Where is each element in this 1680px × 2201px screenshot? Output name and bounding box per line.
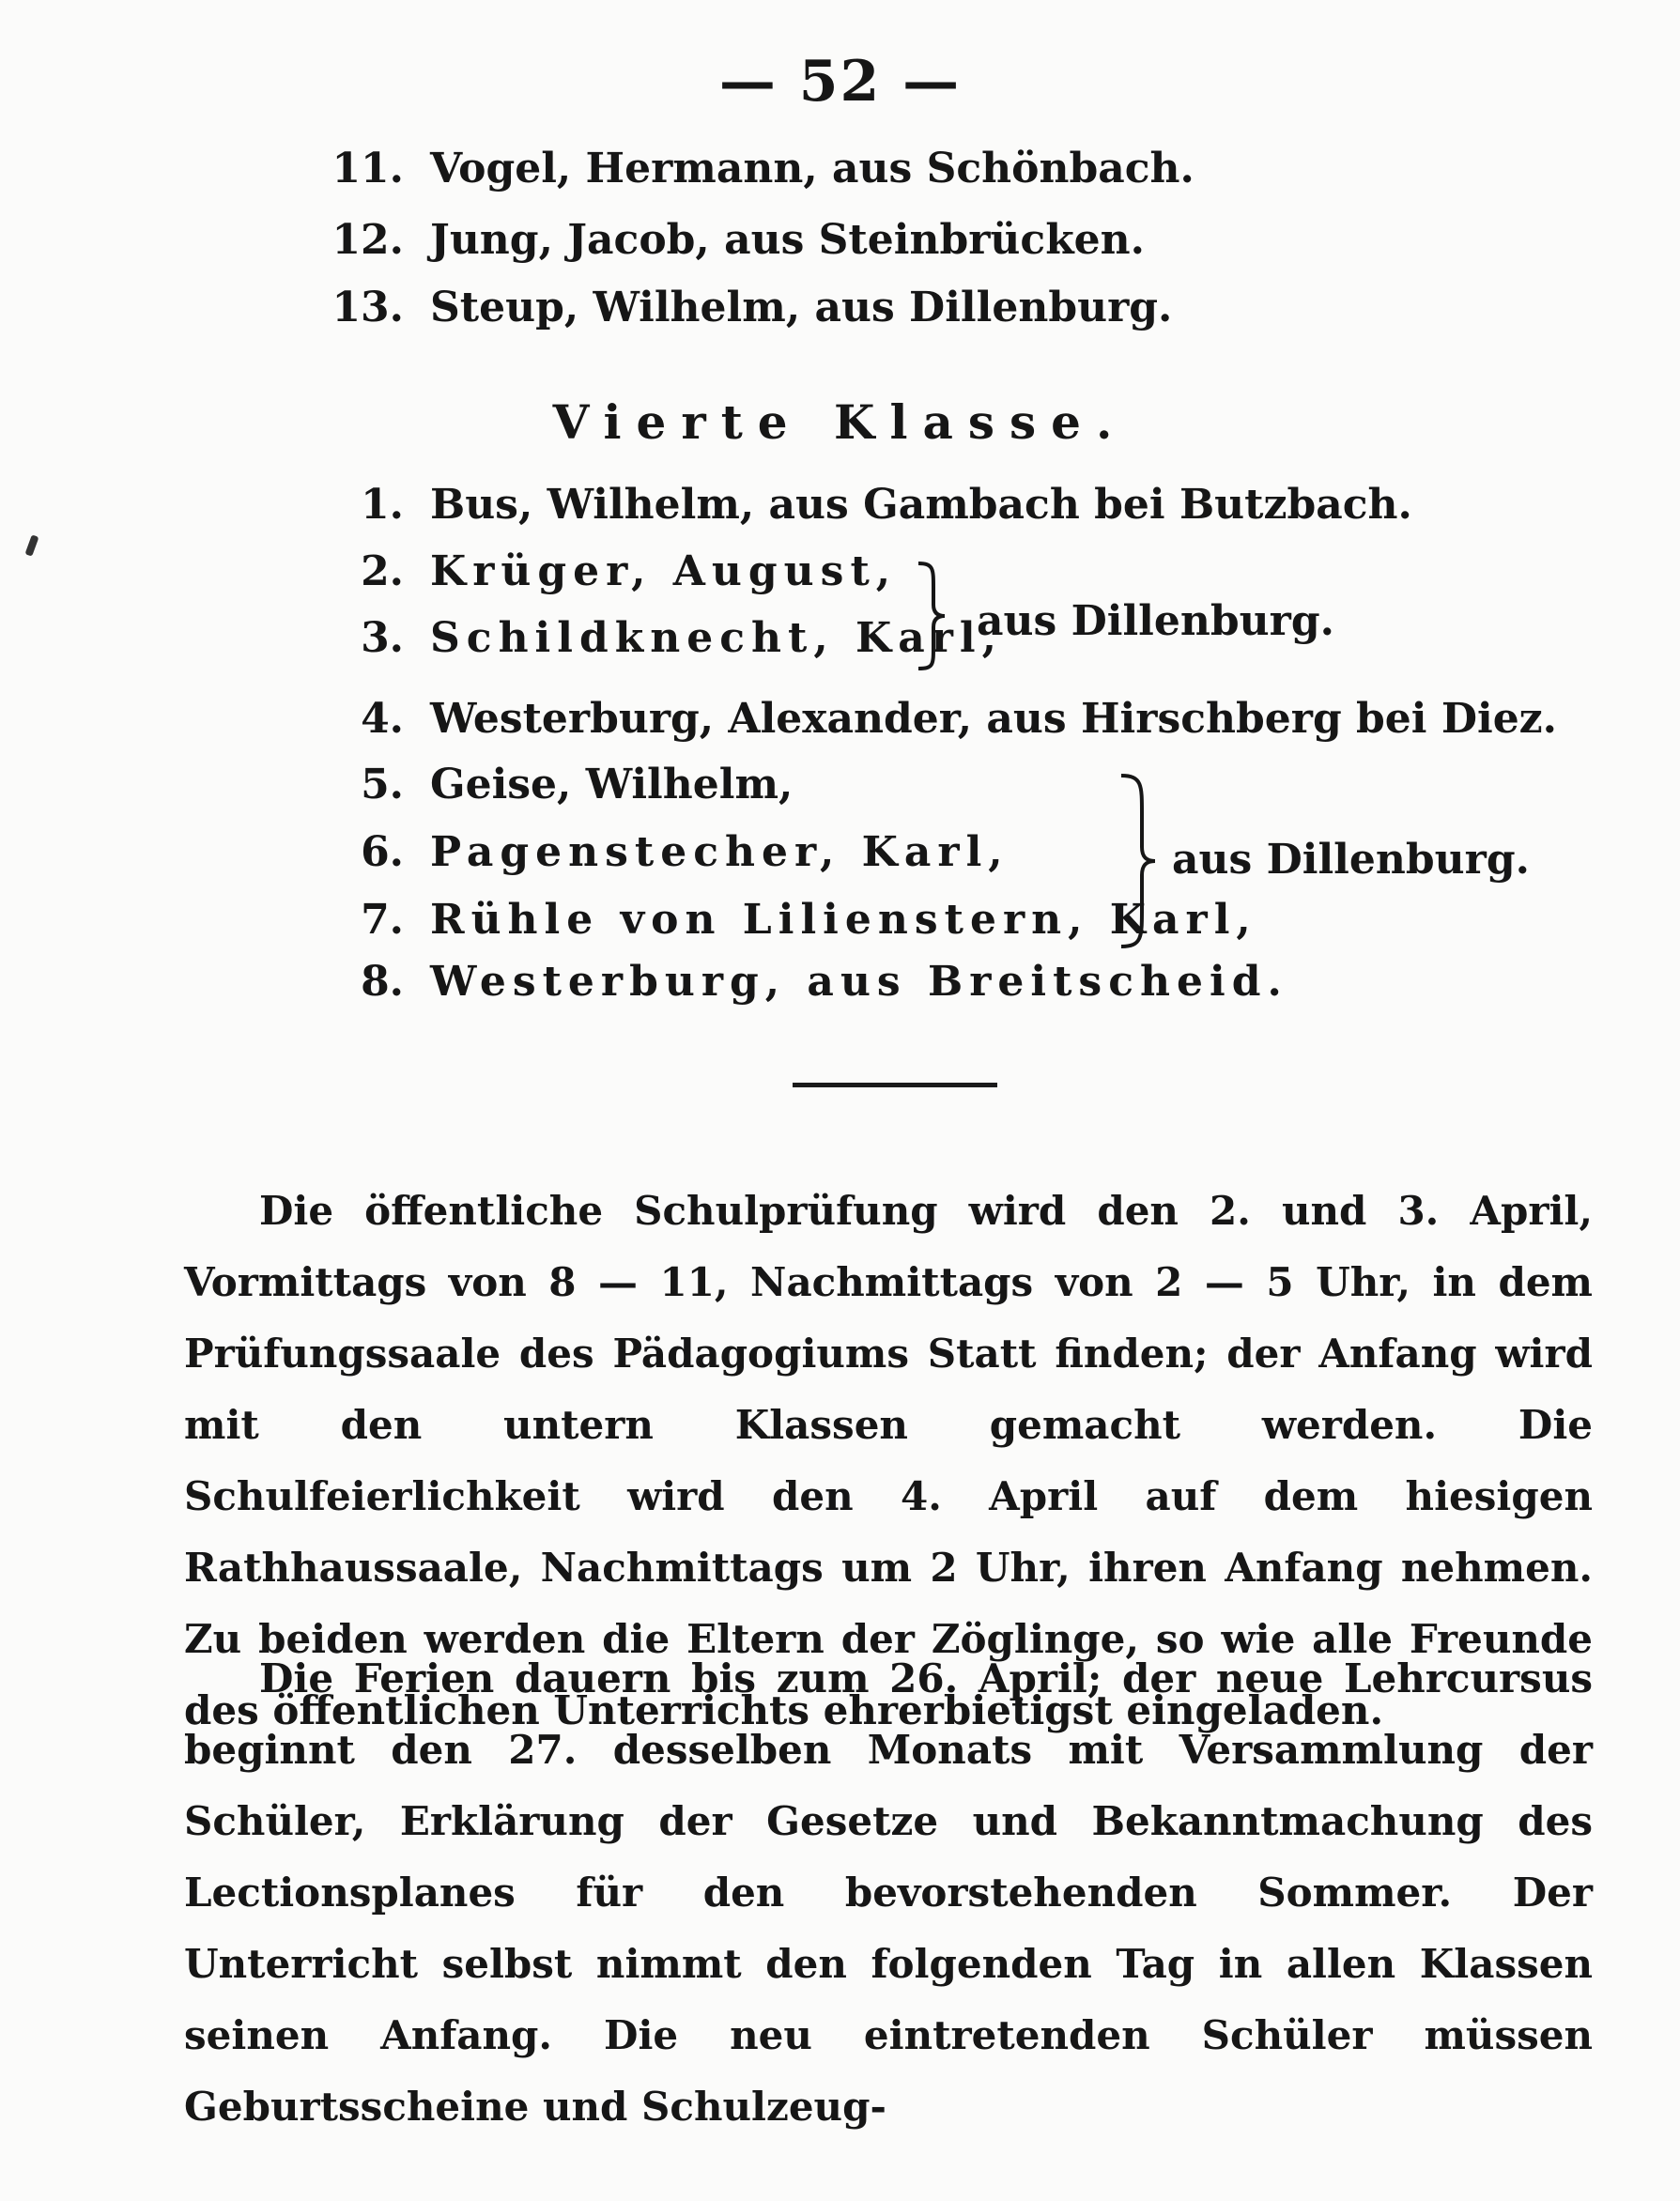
entry-text: Geise, Wilhelm, <box>430 761 794 808</box>
entry-text: Vogel, Hermann, aus Schönbach. <box>430 145 1194 192</box>
entry-number: 4. <box>361 695 404 743</box>
entry-text: Krüger, August, <box>430 547 898 595</box>
entry-text: Bus, Wilhelm, aus Gambach bei Butzbach. <box>430 481 1412 529</box>
entry-number: 12. <box>331 216 404 264</box>
paragraph-exam-announcement: Die öffentliche Schulprüfung wird den 2. und 3. April, Vormittags von 8 — 11, Nachmittags von 2 — 5 Uhr, in dem Prüfungssaale des Pädagogiums Statt finden; der Anfang wird mit den untern Klassen gemacht werden. Die Schulfeierlichkeit wird den 4. April auf dem hiesigen Rathhaussaale, Nachmittags um 2 Uhr, ihren Anfang nehmen. Zu beiden werden die Eltern der Zöglinge, so wie alle Freunde des öffentlichen Unterrichts ehrerbietigst eingeladen. <box>184 1188 1593 1733</box>
group-place-label: aus Dillenburg. <box>1172 836 1530 884</box>
entry-number: 3. <box>361 614 404 662</box>
list-item <box>319 759 793 811</box>
entry-text: Westerburg, aus Breitscheid. <box>430 958 1288 1006</box>
right-brace-icon <box>1116 772 1163 950</box>
list-item <box>319 214 1145 267</box>
entry-number: 13. <box>331 284 404 331</box>
list-item <box>319 546 897 598</box>
entry-number: 11. <box>331 145 404 192</box>
ink-speck <box>24 534 39 556</box>
entry-text: Westerburg, Alexander, aus Hirschberg bei Diez. <box>430 695 1557 743</box>
entry-number: 7. <box>361 896 404 944</box>
entry-text: Steup, Wilhelm, aus Dillenburg. <box>430 284 1173 331</box>
entry-text: Schildknecht, Karl, <box>430 614 1003 662</box>
page-number: — 52 — <box>718 49 962 115</box>
list-item <box>319 826 1010 879</box>
section-heading: Vierte Klasse. <box>552 394 1128 450</box>
list-item <box>319 282 1172 334</box>
entry-number: 6. <box>361 828 404 876</box>
list-item <box>319 693 1557 746</box>
entry-number: 2. <box>361 547 404 595</box>
section-divider <box>793 1083 997 1087</box>
entry-text: Pagenstecher, Karl, <box>430 828 1010 876</box>
entry-text: Jung, Jacob, aus Steinbrücken. <box>430 216 1145 264</box>
list-item <box>319 956 1288 1008</box>
entry-number: 1. <box>361 481 404 529</box>
entry-number: 5. <box>361 761 404 808</box>
list-item <box>319 143 1194 195</box>
right-brace-icon <box>913 560 950 672</box>
entry-number: 8. <box>361 958 404 1006</box>
group-place-label: aus Dillenburg. <box>977 597 1334 645</box>
paragraph-holidays: Die Ferien dauern bis zum 26. April; der neue Lehrcursus beginnt den 27. desselben Monats mit Versammlung der Schüler, Erklärung der Gesetze und Bekanntmachung des Lectionsplanes für den bevorstehenden Sommer. Der Unterricht selbst nimmt den folgenden Tag in allen Klassen seinen Anfang. Die neu eintretenden Schüler müssen Geburtsscheine und Schulzeug- <box>184 1655 1593 2130</box>
list-item <box>319 612 1003 665</box>
entry-text: Rühle von Lilienstern, Karl, <box>430 896 1257 944</box>
list-item <box>319 479 1412 531</box>
